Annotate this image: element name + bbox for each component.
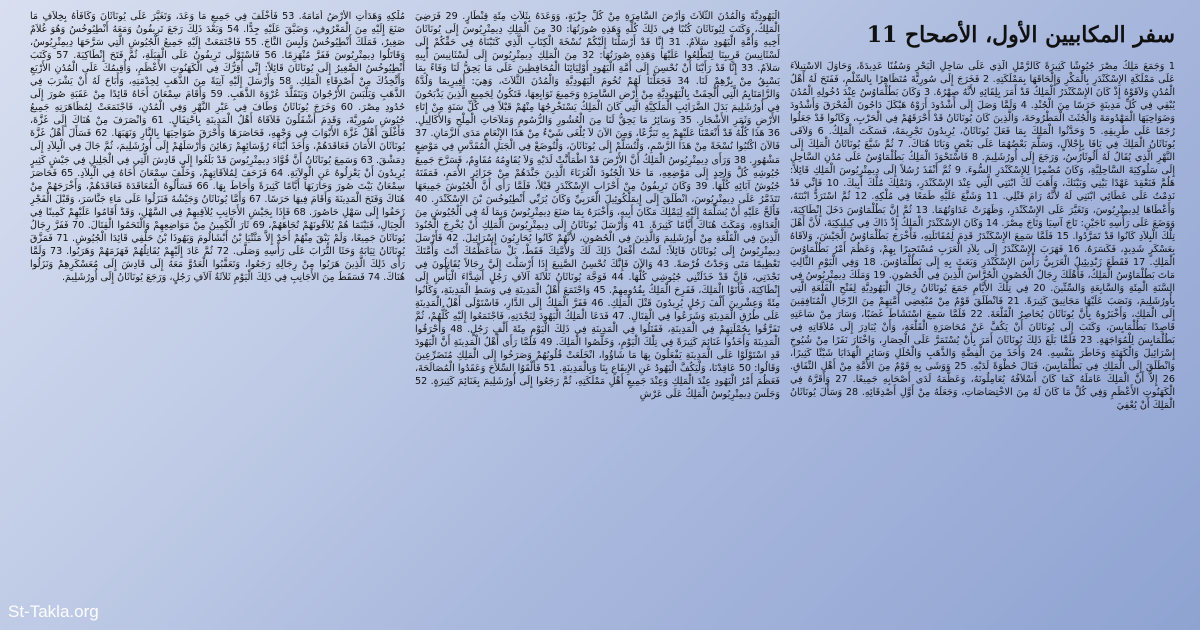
site-watermark: St-Takla.org [8,602,99,621]
chapter-title: سفر المكابيين الأول، الأصحاح 11 [866,22,1175,48]
text-column-middle: الْيَهُودِيَّةَ وَالْمُدُنَ الثَّلاَثَ وَأَرْضَ السَّامِرَةِ مِنْ كُلِّ جِزْيَةٍ، وَوَعَدَهُ بِثَلاَثِ مِئَةِ قِنْطَارٍ. 29 فَرَضِيَ الْمَلِكُ، وَكَتَبَ لِيُونَاثَانَ كُتُبًا فِي ذَلِكَ كُلِّهِ وَهَذِهِ صُورَتُهَا: 30 مِنَ الْمَلِكِ دِيمِتْرِيُوسَ إِلَى يُونَاثَانَ أَخِيهِ وَأُمَّةِ الْيَهُودِ سَلاَمٌ. 31 إِنَّا قَدْ أَرْسَلْنَا إِلَيْكُمْ نُسْخَةَ الْكِتَابِ الَّذِي كَتَبْنَاهُ فِي حَقِّكُمْ إِلَى لَسْثَانِيسَ قَرِيبِنَا لِتَطَّلِعُوا عَلَيْهَا وَهَذِهِ صُورَتُهَا: 32 مِنَ الْمَلِكِ دِيمِتْرِيُوسَ إِلَى لَسْثَانِيسَ أَبِيهِ سَلاَمٌ. 33 إِنَّا قَدْ رَأَيْنَا أَنْ نُحْسِنَ إِلَى أُمَّةِ الْيَهُودِ أَوْلِيَائِنَا الْمُحَافِظِينَ عَلَى مَا يَحِقُّ لَنَا وَفَاءً بِمَا يَسْبِقُ مِنْ بِرِّهِمْ لَنَا. 34 فَجَعَلْنَا لَهُمْ تُخُومَ الْيَهُودِيَّةِ وَالْمُدُنَ الثَّلاَثَ، وَهِيَ: أَفِيرِيمَا وَلُدَّةُ وَالرَّامَتَايِمُ الَّتِي أُلْحِقَتْ بِالْيَهُودِيَّةِ مِنْ أَرْضِ السَّامِرَةِ وَجَمِيعَ تَوَابِعِهَا، فَتَكُونُ لِجَمِيعِ الَّذِينَ يَذْبَحُونَ فِي أُورُشَلِيمَ بَدَلَ الضَّرَائِبِ الْمَلَكِيَّةِ الَّتِي كَانَ الْمَلِكُ يَسْتَخْرِجُهَا مِنْهُمْ قَبْلاً فِي كُلِّ سَنَةٍ مِنْ إِتَاءِ الأَرْضِ وَثَمَرِ الأَشْجَارِ. 35 وَسَائِرُ مَا يَحِقُّ لَنَا مِنَ الْعُشُورِ وَالرُّسُومِ وَمَلاَحَاتِ الْمِلْحِ وَالأَكَالِيلِ. 36 هَذَا كُلُّهُ قَدْ أَنْعَمْنَا عَلَيْهِمْ بِهِ تَبَرُّعًا، وَمِنَ الآنَ لاَ يُلْغَى شَيْءٌ مِنْ هَذَا الإِنْعَامِ مَدَى الزَّمَانِ. 37 فَالآنَ اكْتُبُوا نُسْخَةً مِنْ هَذَا الرَّسْمِ، وَلْتُسَلَّمْ إِلَى يُونَاثَانَ، وَلْتُوضَعْ فِي الْجَبَلِ الْمُقَدَّسِ فِي مَوْضِعٍ مَشْهُورٍ. 38 وَرَأَى دِيمِتْرِيُوسُ الْمَلِكُ أَنَّ الأَرْضَ قَدْ اطْمَأَنَّتْ لَدَيْهِ وَلاَ يُقَاوِمُهُ مُقَاوِمٌ، فَسَرَّحَ جَمِيعَ جُيُوشِهِ كُلَّ وَاحِدٍ إِلَى مَوْضِعِهِ، مَا خَلاَ الْجُنُودَ الْغُرَبَاءَ الَّذِينَ جَنَّدَهُمْ مِنْ جَزَائِرِ الأُمَمِ، فَمَقَتَهُ جُيُوشُ آبَائِهِ كُلُّهَا. 39 وَكَانَ تَرِيفُونُ مِنْ أَحْزَابِ الإِسْكَنْدَرِ قَبْلاً، فَلَمَّا رَأَى أَنَّ الْجُيُوشَ جَمِيعَهَا تَتَذَمَّرُ عَلَى دِيمِتْرِيُوسَ، انْطَلَقَ إِلَى إِيمَلْكُوئِيلَ الْعَرَبِيِّ وَكَانَ يُرَبِّي أَنْطِيُوخُسَ بْنَ الإِسْكَنْدَرِ. 40 فَأَلَحَّ عَلَيْهِ أَنْ يُسَلِّمَهُ إِلَيْهِ لِيَمْلِكَ مَكَانَ أَبِيهِ، وَأَخْبَرَهُ بِمَا صَنَعَ دِيمِتْرِيُوسُ وَبِمَا لَهُ فِي الْجُيُوشِ مِنَ الْعَدَاوَةِ، وَمَكَثَ هُنَاكَ أَيَّامًا كَثِيرَةً. 41 وَأَرْسَلَ يُونَاثَانُ إِلَى دِيمِتْرِيُوسَ الْمَلِكِ أَنْ يُخْرِجَ الْجُنُودَ الَّذِينَ فِي الْقَلْعَةِ مِنْ أُورُشَلِيمَ وَالَّذِينَ فِي الْحُصُونِ، لأَنَّهُمْ كَانُوا يُحَارِبُونَ إِسْرَائِيلَ. 42 فَأَرْسَلَ دِيمِتْرِيُوسُ إِلَى يُونَاثَانَ قَائِلاً: لَسْتُ أَفْعَلُ ذَلِكَ لَكَ وَلأُمَّتِكَ فَقَطْ، بَلْ سَأُعَظِّمُكَ أَنْتَ وَأُمَّتَكَ تَعْظِيمًا مَتَى وَجَدْتُ فُرْصَةً. 43 وَالآنَ فَإِنَّكَ تُحْسِنُ الصَّنِيعَ إِذَا أَرْسَلْتَ إِلَيَّ رِجَالاً يُقَاتِلُونَ فِي نَجْدَتِي، فَإِنَّ قَدْ خَذَلَتْنِي جُيُوشِي كُلُّهَا. 44 فَوَجَّهَ يُونَاثَانُ ثَلاَثَةَ آلاَفِ رَجُلٍ أَشِدَّاءَ الْبَأْسِ إِلَى إِنْطَاكِيَةَ، فَأَتَوْا الْمَلِكَ، فَفَرِحَ الْمَلِكُ بِقُدُومِهِمْ. 45 وَاجْتَمَعَ أَهْلُ الْمَدِينَةِ فِي وَسَطِ الْمَدِينَةِ، وَكَانُوا مِئَةً وَعِشْرِينَ أَلْفَ رَجُلٍ يُرِيدُونَ قَتْلَ الْمَلِكِ. 46 فَفَرَّ الْمَلِكُ إِلَى الدَّارِ، فَاسْتَوْلَى أَهْلُ الْمَدِينَةِ عَلَى طُرُقِ الْمَدِينَةِ وَشَرَعُوا فِي الْقِتَالِ. 47 فَدَعَا الْمَلِكُ الْيَهُودَ لِنَجْدَتِهِ، فَاجْتَمَعُوا إِلَيْهِ كُلُّهُمْ، ثُمَّ تَفَرَّقُوا بِجُمْلَتِهِمْ فِي الْمَدِينَةِ، فَقَتَلُوا فِي الْمَدِينَةِ فِي ذَلِكَ الْيَوْمِ مِئَةَ أَلْفٍ رَجُلٍ. 48 وَأَحْرَقُوا الْمَدِينَةَ وَأَخَذُوا غَنَائِمَ كَثِيرَةً فِي تِلْكَ الْيَوْمِ، وَخَلَّصُوا الْمَلِكَ. 49 فَلَمَّا رَأَى أَهْلُ الْمَدِينَةِ أَنَّ الْيَهُودَ قَدِ اسْتَوْلَوْا عَلَى الْمَدِينَةِ يَفْعَلُونَ بِهَا مَا شَاؤُوا، انْخَلَعَتْ قُلُوبُهُمْ وَصَرَخُوا إِلَى الْمَلِكِ مُتَضَرِّعِينَ وَقَالُوا: 50 عَاقِدْنَا، وَلْيَكُفَّ الْيَهُودُ عَنِ الإِيقَاعِ بِنَا وَبِالْمَدِينَةِ. 51 فَأَلْقَوُا السِّلاَحَ وَعَقَدُوا الْمُصَالَحَةَ، فَعَظُمَ أَمْرُ الْيَهُودِ عِنْدَ الْمَلِكِ وَعِنْدَ جَمِيعِ أَهْلِ مَمْلَكَتِهِ، ثُمَّ رَجَعُوا إِلَى أُورُشَلِيمَ بِغَنَائِمَ كَثِيرَةٍ. 52 وَجَلَسَ دِيمِتْرِيُوسُ الْمَلِكُ عَلَى عَرْشِ [415,11,780,401]
text-column-right: 1 وَجَمَعَ مَلِكُ مِصْرَ جُيُوشًا كَثِيرَةً كَالرَّمْلِ الَّذِي عَلَى سَاحِلِ الْبَحْرِ وَسُفُنًا عَدِيدَةً، وَحَاوَلَ الاسْتِيلاَءَ عَلَى مَمْلَكَةِ الإِسْكَنْدَرِ بِالْمَكْرِ وَإِلْحَاقَهَا بِمَمْلَكَتِهِ. 2 فَخَرَجَ إِلَى سُورِيَّةَ مُتَظَاهِرًا بِالسِّلْمِ، فَفَتَحَ لَهُ أَهْلُ الْمُدُنِ وَلاَقَوْهُ إِذْ كَانَ الإِسْكَنْدَرُ الْمَلِكُ قَدْ أَمَرَ بِلِقَائِهِ لأَنَّهُ صِهْرُهُ. 3 وَكَانَ بَطُلْمَاوُسُ عِنْدَ دُخُولِهِ الْمُدُنَ يُبْقِي فِي كُلِّ مَدِينَةٍ حَرَسًا مِنَ الْجُنْدِ. 4 وَلَمَّا وَصَلَ إِلَى أَشْدُودَ أَرَوْهُ هَيْكَلَ دَاجُونَ الْمُحْرَقَ وَأَشْدُودَ وَضَوَاحِيَهَا الْمَهْدُومَةَ وَالْجُثَثَ الْمَطْرُوحَةَ، وَالَّذِينَ كَانَ يُونَاثَانُ قَدْ أَحْرَقَهُمْ فِي الْحَرْبِ، وَكَانُوا قَدْ جَعَلُوا رُجَمًا عَلَى طَرِيقِهِ. 5 وَحَدَّثُوا الْمَلِكَ بِمَا فَعَلَ يُونَاثَانُ، يُرِيدُونَ تَجْرِيمَهُ، فَسَكَتَ الْمَلِكُ. 6 وَلاَقَى يُونَاثَانُ الْمَلِكَ فِي يَافَا بِإِجْلاَلٍ، وَسَلَّمَ بَعْضُهُمَا عَلَى بَعْضٍ وَبَاتَا هُنَاكَ. 7 ثُمَّ شَيَّعَ يُونَاثَانُ الْمَلِكَ إِلَى النَّهْرِ الَّذِي يُقَالُ لَهُ أَلُوثَارُسُ، وَرَجَعَ إِلَى أُورُشَلِيمَ. 8 فَاسْتَحْوَذَ الْمَلِكُ بَطُلْمَاوُسُ عَلَى مُدُنِ السَّاحِلِ إِلَى سَلُوكِيَةَ السَّاحِلِيَّةِ، وَكَانَ مُضْمِرًا لِلإِسْكَنْدَرِ السُّوءَ. 9 ثُمَّ أَنْفَذَ رُسُلاً إِلَى دِيمِتْرِيُوسَ الْمَلِكِ قَائِلاً: هَلُمَّ فَنَعْقِدَ عَهْدًا بَيْنِي وَبَيْنَكَ، وَأَهَبَ لَكَ ابْنَتِي الَّتِي عِنْدَ الإِسْكَنْدَرِ، وَتَمْلِكَ مُلْكَ أَبِيكَ. 10 فَإِنِّي قَدْ نَدِمْتُ عَلَى عَطَائِي ابْنَتِي لَهُ لأَنَّهُ رَامَ قَتْلِي. 11 وَشَنَّعَ عَلَيْهِ طَمَعًا فِي مُلْكِهِ. 12 ثُمَّ اسْتَرَدَّ ابْنَتَهُ، وَأَعْطَاهَا لِدِيمِتْرِيُوسَ، وَتَغَيَّرَ عَلَى الإِسْكَنْدَرِ، وَظَهَرَتْ عَدَاوَتُهُمَا. 13 ثُمَّ إِنَّ بَطُلْمَاوُسَ دَخَلَ إِنْطَاكِيَةَ، وَوَضَعَ عَلَى رَأْسِهِ تَاجَيْنِ: تَاجَ آسِيَا وَتَاجَ مِصْرَ. 14 وَكَانَ الإِسْكَنْدَرُ الْمَلِكُ إِذْ ذَاكَ فِي كِيلِيكِيَةَ، لأَنَّ أَهْلَ تِلْكَ الْبِلاَدِ كَانُوا قَدْ تَمَرَّدُوا. 15 فَلَمَّا سَمِعَ الإِسْكَنْدَرُ قَدِمَ لِمُقَاتَلَتِهِ، فَأَخْرَجَ بَطُلْمَاوُسُ الْجَيْشَ، وَلاَقَاهُ بِعَسْكَرٍ شَدِيدٍ، فَكَسَرَهُ. 16 فَهَرَبَ الإِسْكَنْدَرُ إِلَى بِلاَدِ الْعَرَبِ مُسْتَجِيرًا بِهِمْ، وَعَظُمَ أَمْرُ بَطُلْمَاوُسَ الْمَلِكِ. 17 فَقَطَعَ زَبْدِيئِيلُ الْعَرَبِيُّ رَأْسَ الإِسْكَنْدَرِ وَبَعَثَ بِهِ إِلَى بَطُلْمَاوُسَ. 18 وَفِي الْيَوْمِ الثَّالِثِ مَاتَ بَطُلْمَاوُسُ الْمَلِكُ، فَأَهْلَكَ رِجَالُ الْحُصُونِ الْحُرَّاسَ الَّذِينَ فِي الْحُصُونِ. 19 وَمَلَكَ دِيمِتْرِيُوسُ فِي السَّنَةِ الْمِئَةِ وَالسَّابِعَةِ وَالسِّتِّينَ. 20 فِي تِلْكَ الأَيَّامِ جَمَعَ يُونَاثَانُ رِجَالَ الْيَهُودِيَّةِ لِفَتْحِ الْقَلْعَةِ الَّتِي بِأُورُشَلِيمَ، وَنَصَبَ عَلَيْهَا مَجَانِيقَ كَثِيرَةً. 21 فَانْطَلَقَ قَوْمٌ مِنْ مُبْغِضِي أُمَّتِهِمْ مِنَ الرِّجَالِ الْمُنَافِقِينَ إِلَى الْمَلِكِ، وَأَخْبَرُوهُ بِأَنَّ يُونَاثَانَ يُحَاصِرُ الْقَلْعَةَ. 22 فَلَمَّا سَمِعَ اسْتَشَاطَ غَضَبًا، وَسَارَ مِنْ سَاعَتِهِ قَاصِدًا بَطُلْمَايِسَ، وَكَتَبَ إِلَى يُونَاثَانَ أَنْ يَكُفَّ عَنْ مُحَاصَرَةِ الْقَلْعَةِ، وَأَنْ يُبَادِرَ إِلَى مُلاَقَاتِهِ فِي بَطُلْمَايِسَ لِلْمُوَاجَهَةِ. 23 فَلَمَّا بَلَغَ ذَلِكَ يُونَاثَانَ أَمَرَ بِأَنْ يُسْتَمَرَّ عَلَى الْحِصَارِ، وَاخْتَارَ نَفَرًا مِنْ شُيُوخِ إِسْرَائِيلَ وَالْكَهَنَةِ وَخَاطَرَ بِنَفْسِهِ. 24 وَأَخَذَ مِنَ الْفِضَّةِ وَالذَّهَبِ وَالْحُلَلِ وَسَائِرِ الْهَدَايَا شَيْئًا كَثِيرًا، وَانْطَلَقَ إِلَى الْمَلِكِ فِي بَطُلْمَايِسَ، فَنَالَ حُظْوَةً لَدَيْهِ. 25 وَوَشَى بِهِ قَوْمٌ مِنَ الأُمَّةِ مِنْ أَهْلِ النِّفَاقِ. 26 إِلاَّ أَنَّ الْمَلِكَ عَامَلَهُ كَمَا كَانَ أَسْلاَفُهُ يُعَامِلُونَهُ، وَعَظَّمَهُ لَدَى أَصْحَابِهِ جَمِيعًا. 27 وَأَقَرَّهُ فِي الْكَهَنُوتِ الأَعْظَمِ وَفِي كُلِّ مَا كَانَ لَهُ مِنَ الاخْتِصَاصَاتِ، وَجَعَلَهُ مِنْ أَوَّلِ أَصْدِقَائِهِ. 28 وَسَأَلَ يُونَاثَانُ الْمَلِكَ أَنْ يُعْفِيَ [790,61,1175,412]
text-column-left: مُلْكِهِ وَهَدَأَتِ الأَرْضُ أَمَامَهُ. 53 فَأَخْلَفَ فِي جَمِيعِ مَا وَعَدَ، وَتَغَيَّرَ عَلَى يُونَاثَانَ وَكَافَأَهُ بِخِلاَفِ مَا صَنَعَ إِلَيْهِ مِنَ الْمَعْرُوفِ، وَضَيَّقَ عَلَيْهِ جِدًّا. 54 وَبَعْدَ ذَلِكَ رَجَعَ تَرِيفُونُ وَمَعَهُ أَنْطِيُوخُسُ وَهُوَ غُلاَمٌ صَغِيرٌ، فَمَلَكَ أَنْطِيُوخُسُ وَلَبِسَ التَّاجَ. 55 فَاجْتَمَعَتْ إِلَيْهِ جَمِيعُ الْجُيُوشِ الَّتِي سَرَّحَهَا دِيمِتْرِيُوسُ، وَقَاتَلُوا دِيمِتْرِيُوسَ فَفَرَّ مُنْهَزِمًا. 56 فَاسْتَوْلَى تَرِيفُونُ عَلَى الْفِيَلَةِ، ثُمَّ فَتَحَ إِنْطَاكِيَةَ. 57 وَكَتَبَ أَنْطِيُوخُسُ الصَّغِيرُ إِلَى يُونَاثَانَ قَائِلاً: إِنِّي أُقِرُّكَ فِي الْكَهَنُوتِ الأَعْظَمِ، وَأُقِيمُكَ عَلَى الْمُدُنِ الأَرْبَعِ وَأَتَّخِذُكَ مِنْ أَصْدِقَاءِ الْمَلِكِ. 58 وَأَرْسَلَ إِلَيْهِ آنِيَةً مِنَ الذَّهَبِ لِخِدْمَتِهِ، وَأَبَاحَ لَهُ أَنْ يَشْرَبَ فِي الذَّهَبِ وَيَلْبَسَ الأُرْجُوانَ وَيَتَقَلَّدَ عُرْوَةَ الذَّهَبِ. 59 وَأَقَامَ سِمْعَانَ أَخَاهُ قَائِدًا مِنْ عَقَبَةِ صُورَ إِلَى حُدُودِ مِصْرَ. 60 وَخَرَجَ يُونَاثَانُ وَطَافَ فِي عَبْرِ النَّهْرِ وَفِي الْمُدُنِ، فَاجْتَمَعَتْ لِمُظَاهَرَتِهِ جَمِيعُ جُيُوشِ سُورِيَّةَ، وَقَدِمَ أَشْقَلُونَ فَلاَقَاهُ أَهْلُ الْمَدِينَةِ بِاحْتِفَالٍ. 61 وَانْصَرَفَ مِنْ هُنَاكَ إِلَى غَزَّةَ، فَأَغْلَقَ أَهْلُ غَزَّةَ الأَبْوَابَ فِي وَجْهِهِ، فَحَاصَرَهَا وَأَحْرَقَ ضَوَاحِيَهَا بِالنَّارِ وَنَهَبَهَا. 62 فَسَأَلَ أَهْلُ غَزَّةَ يُونَاثَانَ الأَمَانَ فَعَاقَدَهُمْ، وَأَخَذَ أَبْنَاءَ رُؤَسَائِهِمْ رَهَائِنَ وَأَرْسَلَهُمْ إِلَى أُورُشَلِيمَ، ثُمَّ جَالَ فِي الْبِلاَدِ إِلَى دِمَشْقَ. 63 وَسَمِعَ يُونَاثَانُ أَنَّ قُوَّادَ دِيمِتْرِيُوسَ قَدْ بَلَغُوا إِلَى قَادِشَ الَّتِي فِي الْجَلِيلِ فِي جَيْشٍ كَثِيرٍ يُرِيدُونَ أَنْ يَعْزِلُوهُ عَنِ الْوِلاَيَةِ. 64 فَزَحَفَ لِمُلاَقَاتِهِمْ، وَخَلَّفَ سِمْعَانَ أَخَاهُ فِي الْبِلاَدِ. 65 فَحَاصَرَ سِمْعَانُ بَيْتَ صُورَ وَحَارَبَهَا أَيَّامًا كَثِيرَةً وَأَحَاطَ بِهَا. 66 فَسَأَلُوهُ الْمُعَاقَدَةَ فَعَاقَدَهُمْ، وَأَخْرَجَهُمْ مِنْ هُنَاكَ وَفَتَحَ الْمَدِينَةَ وَأَقَامَ فِيهَا حَرَسًا. 67 وَأَمَّا يُونَاثَانُ وَجَيْشُهُ فَنَزَلُوا عَلَى مَاءِ جَنَّاسَرَ، وَقَبْلَ الْفَجْرِ زَحَفُوا إِلَى سَهْلِ حَاصُورَ. 68 فَإِذَا بِجَيْشِ الأَجَانِبِ يُلاَقِيهِمْ فِي السَّهْلِ، وَقَدْ أَقَامُوا عَلَيْهِمْ كَمِينًا فِي الْجِبَالِ، فَبَيْنَمَا هُمْ يُلاَقُونَهُمْ تُجَاهَهُمْ، 69 ثَارَ الْكَمِينُ مِنْ مَوَاضِعِهِمْ وَالْتَحَمُوا الْقِتَالَ. 70 فَفَرَّ رِجَالُ يُونَاثَانَ جَمِيعًا، وَلَمْ يَبْقَ مِنْهُمْ أَحَدٌ إِلاَّ مَتَّتْيَا بْنُ أَبْشَالُومَ وَيَهُوذَا بْنُ حَلْفِي قَائِدَا الْجُيُوشِ. 71 فَمَزَّقَ يُونَاثَانُ ثِيَابَهُ وَحَثَا التُّرَابَ عَلَى رَأْسِهِ وَصَلَّى. 72 ثُمَّ عَادَ إِلَيْهِمْ يُقَاتِلُهُمْ فَهَزَمَهُمْ وَهَرَبُوا. 73 وَلَمَّا رَأَى ذَلِكَ الَّذِينَ هَرَبُوا مِنْ رِجَالِهِ رَجَعُوا، وَتَعَقَّبُوا الْعَدُوَّ مَعَهُ إِلَى قَادِشَ إِلَى مُعَسْكَرِهِمْ وَنَزَلُوا هُنَاكَ. 74 فَسَقَطَ مِنَ الأَجَانِبِ فِي ذَلِكَ الْيَوْمِ ثَلاَثَةُ آلاَفِ رَجُلٍ، وَرَجَعَ يُونَاثَانُ إِلَى أُورُشَلِيمَ. [30,11,405,283]
